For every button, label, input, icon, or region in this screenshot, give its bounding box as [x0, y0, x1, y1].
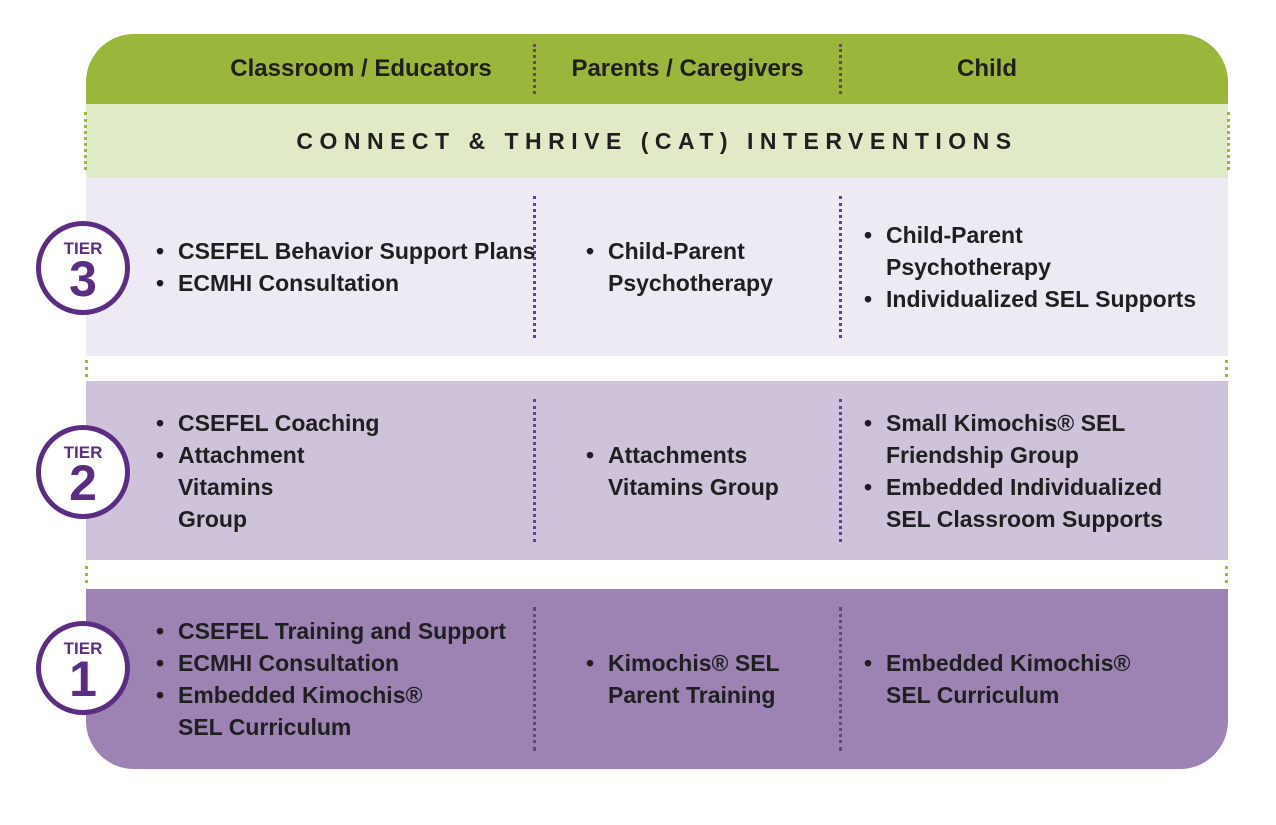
tier-1-parents-cell: [586, 589, 826, 769]
intervention-item: • Embedded Kimochis® SEL Curriculum: [156, 679, 458, 743]
tier-label: TIER: [63, 443, 103, 462]
column-divider: [839, 196, 842, 338]
intervention-item: • CSEFEL Coaching: [156, 407, 536, 439]
tier-1-child-cell: [864, 589, 1224, 769]
tier-number: 3: [69, 251, 97, 307]
intervention-item: • ECMHI Consultation: [156, 647, 536, 679]
program-banner: [86, 104, 1228, 178]
program-title: CONNECT & THRIVE (CAT) INTERVENTIONS: [296, 127, 1018, 154]
tier-1-badge: [36, 621, 130, 715]
tier-3-badge: [36, 221, 130, 315]
intervention-item: • CSEFEL Behavior Support Plans: [156, 235, 536, 267]
tier-2-classroom-cell: [156, 381, 536, 560]
column-divider: [839, 607, 842, 751]
intervention-item: • Kimochis® SEL Parent Training: [586, 647, 786, 711]
tier-3-child-cell: [864, 178, 1224, 356]
column-header-child: Child: [957, 55, 1017, 82]
intervention-item: • ECMHI Consultation: [156, 267, 536, 299]
intervention-item: • Embedded Individualized SEL Classroom Supports: [864, 471, 1206, 535]
divider-dots: [85, 360, 88, 377]
intervention-item: • Attachment Vitamins Group: [156, 439, 348, 535]
intervention-item: • Child-Parent Psychotherapy: [864, 219, 1086, 283]
tier-number: 1: [69, 651, 97, 707]
intervention-item: • Small Kimochis® SEL Friendship Group: [864, 407, 1146, 471]
tier-2-child-cell: [864, 381, 1224, 560]
intervention-item: • CSEFEL Training and Support: [156, 615, 536, 647]
intervention-item: • Embedded Kimochis® SEL Curriculum: [864, 647, 1166, 711]
tier-number: 2: [69, 455, 97, 511]
tier-label: TIER: [63, 239, 103, 258]
tier-3-classroom-cell: [156, 178, 536, 356]
tier-2-badge: [36, 425, 130, 519]
tier-3-row: [86, 178, 1228, 356]
divider-dots: [85, 566, 88, 583]
intervention-item: • Child-Parent Psychotherapy: [586, 235, 776, 299]
tier-1-classroom-cell: [156, 589, 536, 769]
tier-2-parents-cell: [586, 381, 826, 560]
column-header-classroom: Classroom / Educators: [230, 55, 492, 82]
column-divider: [839, 399, 842, 542]
column-header-bar: [86, 34, 1228, 104]
intervention-item: • Individualized SEL Supports: [864, 283, 1224, 315]
column-header-parents: Parents / Caregivers: [571, 55, 804, 82]
tier-2-row: [86, 381, 1228, 560]
tier-1-row: [86, 589, 1228, 769]
tier-3-parents-cell: [586, 178, 826, 356]
divider-dots: [1225, 566, 1228, 583]
tier-label: TIER: [63, 639, 103, 658]
divider-dots: [1225, 360, 1228, 377]
intervention-item: • Attachments Vitamins Group: [586, 439, 786, 503]
